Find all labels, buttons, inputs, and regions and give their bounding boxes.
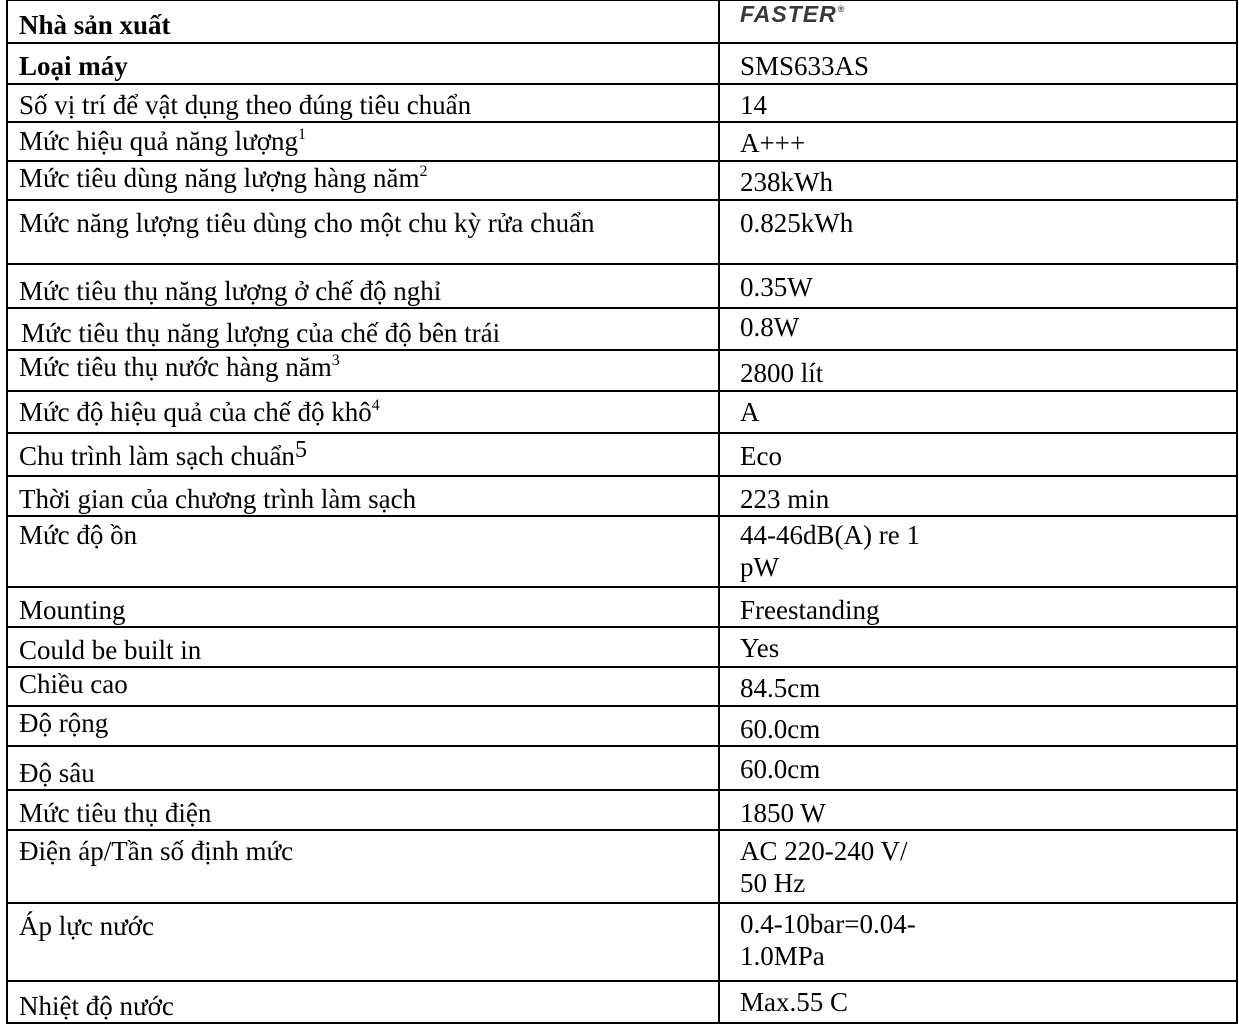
table-row bbox=[7, 706, 1237, 746]
footnote-mark: 3 bbox=[331, 351, 340, 369]
spec-label: Mức độ hiệu quả của chế độ khô$^4$ bbox=[7, 391, 719, 433]
spec-value: 0.4-10bar=0.04- 1.0MPa bbox=[719, 903, 1237, 981]
spec-value: 2800 lít bbox=[719, 350, 1237, 391]
spec-value: Max.55 C bbox=[719, 981, 1237, 1023]
spec-value: 44-46dB(A) re 1 pW bbox=[719, 516, 1237, 587]
table-row bbox=[7, 264, 1237, 308]
table-row bbox=[7, 433, 1237, 476]
table-row bbox=[7, 43, 1237, 84]
table-row bbox=[7, 746, 1237, 790]
spec-value: 60.0cm bbox=[719, 706, 1237, 746]
spec-label: Mức độ ồn bbox=[7, 516, 719, 587]
spec-label: Mức tiêu thụ điện bbox=[7, 790, 719, 830]
spec-label: Số vị trí để vật dụng theo đúng tiêu chuẩn bbox=[7, 84, 719, 122]
footnote-mark: 2 bbox=[419, 162, 428, 180]
footnote-mark: 1 bbox=[298, 125, 306, 143]
spec-value: 238kWh bbox=[719, 161, 1237, 200]
spec-label: Mức tiêu thụ năng lượng của chế độ bên trái bbox=[7, 308, 719, 350]
spec-label: Độ sâu bbox=[7, 746, 719, 790]
footnote-mark: 5 bbox=[294, 436, 307, 463]
spec-label: Nhà sản xuất bbox=[7, 1, 719, 43]
spec-label: Độ rộng bbox=[7, 706, 719, 746]
table-row bbox=[7, 587, 1237, 627]
spec-value: 0.8W bbox=[719, 308, 1237, 350]
faster-logo: FASTER® bbox=[740, 1, 846, 27]
spec-value: 223 min bbox=[719, 476, 1237, 516]
table-row bbox=[7, 830, 1237, 903]
spec-label: Áp lực nước bbox=[7, 903, 719, 981]
spec-label: Nhiệt độ nước bbox=[7, 981, 719, 1023]
spec-value: Eco bbox=[719, 433, 1237, 476]
table-row bbox=[7, 350, 1237, 391]
spec-label: Mức tiêu thụ nước hàng năm$^3$ bbox=[7, 350, 719, 391]
table-row bbox=[7, 476, 1237, 516]
manufacturer-logo bbox=[719, 1, 1237, 43]
table-row bbox=[7, 122, 1237, 161]
spec-value: Freestanding bbox=[719, 587, 1237, 627]
spec-label: Chu trình làm sạch chuẩn$^5$ bbox=[7, 433, 719, 476]
spec-label: Điện áp/Tần số định mức bbox=[7, 830, 719, 903]
spec-value: Yes bbox=[719, 627, 1237, 667]
spec-table bbox=[6, 0, 1238, 1024]
spec-value: A+++ bbox=[719, 122, 1237, 161]
spec-value: SMS633AS bbox=[719, 43, 1237, 84]
spec-label: Chiều cao bbox=[7, 667, 719, 706]
spec-value: 60.0cm bbox=[719, 746, 1237, 790]
spec-value: 14 bbox=[719, 84, 1237, 122]
spec-label: Thời gian của chương trình làm sạch bbox=[7, 476, 719, 516]
spec-label: Could be built in bbox=[7, 627, 719, 667]
table-row bbox=[7, 161, 1237, 200]
table-row bbox=[7, 391, 1237, 433]
spec-label: Loại máy bbox=[7, 43, 719, 84]
spec-label: Mounting bbox=[7, 587, 719, 627]
table-row bbox=[7, 981, 1237, 1023]
spec-label: Mức hiệu quả năng lượng$^1$ bbox=[7, 122, 719, 161]
spec-label: Mức năng lượng tiêu dùng cho một chu kỳ rửa chuẩn bbox=[7, 200, 719, 264]
spec-value: A bbox=[719, 391, 1237, 433]
table-row bbox=[7, 790, 1237, 830]
spec-label: Mức tiêu thụ năng lượng ở chế độ nghỉ bbox=[7, 264, 719, 308]
table-row bbox=[7, 84, 1237, 122]
table-row bbox=[7, 627, 1237, 667]
table-row bbox=[7, 903, 1237, 981]
spec-value: 1850 W bbox=[719, 790, 1237, 830]
spec-value: 84.5cm bbox=[719, 667, 1237, 706]
spec-value: 0.825kWh bbox=[719, 200, 1237, 264]
table-row bbox=[7, 1, 1237, 43]
table-row bbox=[7, 667, 1237, 706]
table-row bbox=[7, 200, 1237, 264]
table-row bbox=[7, 516, 1237, 587]
spec-value: AC 220-240 V/ 50 Hz bbox=[719, 830, 1237, 903]
footnote-mark: 4 bbox=[371, 396, 380, 414]
table-row bbox=[7, 308, 1237, 350]
spec-label: Mức tiêu dùng năng lượng hàng năm$^2$ bbox=[7, 161, 719, 200]
spec-value: 0.35W bbox=[719, 264, 1237, 308]
